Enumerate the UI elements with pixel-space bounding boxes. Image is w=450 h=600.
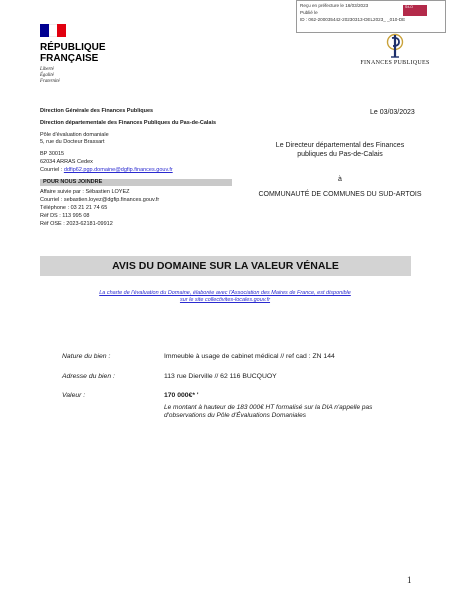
valeur-value: 170 000€* '	[164, 392, 199, 399]
flag-white	[49, 24, 58, 37]
sender-courriel	[40, 167, 232, 175]
document-date: Le 03/03/2023	[370, 109, 415, 116]
prefecture-stamp	[296, 0, 446, 33]
nature-value: Immeuble à usage de cabinet médical // ref cad : ZN 144	[164, 353, 335, 360]
sender-dgfip: Direction Générale des Finances Publiques	[40, 108, 154, 114]
sender-street: 5, rue du Docteur Brassart	[40, 139, 105, 146]
charte-line-1: La charte de l'évaluation du Domaine, élaborée avec l'Association des Maires de France, est disponible	[99, 290, 351, 296]
stamp-published: Publié le	[300, 10, 318, 15]
affaire-suivie: Affaire suivie par : Sébastien LOYEZ	[40, 189, 130, 196]
contact-telephone: Téléphone : 03 21 21 74 65	[40, 204, 108, 211]
contact-courriel: Courriel : sebastien.loyez@dgfip.finances.gouv.fr	[40, 197, 160, 204]
director-block	[240, 141, 440, 159]
motto-fraternite: Fraternité	[40, 79, 60, 84]
sender-ddfip: Direction départementale des Finances Publiques du Pas-de-Calais	[40, 119, 217, 126]
sender-courriel-link[interactable]: ddfip62.pgp.domaine@dgfip.finances.gouv.fr	[63, 166, 173, 173]
flag-red	[57, 24, 66, 37]
finances-publiques-logo	[345, 33, 445, 66]
charte-link[interactable]	[55, 290, 395, 304]
adresse-value: 113 rue Dierville // 62 116 BUCQUOY	[164, 373, 277, 380]
stamp-badge: S²LO	[403, 5, 427, 16]
finances-publiques-name: FINANCES PUBLIQUES	[360, 60, 430, 66]
finances-publiques-emblem-icon	[384, 33, 406, 59]
director-line-2: publiques du Pas-de-Calais	[297, 151, 383, 158]
motto	[40, 67, 110, 85]
republique-title-1: RÉPUBLIQUE	[40, 42, 106, 53]
sender-city: 62034 ARRAS Cedex	[40, 158, 93, 165]
recipient-prefix: à	[338, 176, 342, 183]
recipient-name: COMMUNAUTÉ DE COMMUNES DU SUD-ARTOIS	[258, 191, 422, 198]
ref-ose: Réf OSE : 2023-62181-09912	[40, 220, 113, 227]
motto-liberte: Liberté	[40, 67, 54, 72]
document-title: AVIS DU DOMAINE SUR LA VALEUR VÉNALE	[112, 260, 339, 272]
sender-bp: BP 30015	[40, 151, 65, 158]
charte-line-2: sur le site collectivites-locales.gouv.fr	[179, 297, 271, 303]
sender-pole: Pôle d'évaluation domaniale	[40, 131, 109, 138]
sender-block	[40, 108, 232, 228]
title-banner	[40, 256, 411, 276]
sender-courriel-label: Courriel :	[40, 166, 63, 173]
ref-ds: Réf DS : 113 995 08	[40, 212, 90, 219]
adresse-label: Adresse du bien :	[62, 373, 115, 380]
republique-title-2: FRANÇAISE	[40, 53, 99, 64]
valeur-note: Le montant à hauteur de 183 000€ HT formalisé sur la DIA n'appelle pas d'observations du Pôle d'Évaluations Domaniales	[164, 404, 373, 419]
flag-blue	[40, 24, 49, 37]
valeur-label: Valeur :	[62, 392, 86, 399]
flag-icon	[40, 24, 66, 37]
director-line-1: Le Directeur départemental des Finances	[275, 142, 405, 149]
stamp-received: Reçu en préfecture le 16/03/2023	[300, 3, 369, 8]
nature-label: Nature du bien :	[62, 353, 111, 360]
republique-francaise-logo	[40, 24, 110, 85]
page-number: 1	[407, 575, 412, 585]
motto-egalite: Égalité	[40, 73, 54, 78]
pour-nous-joindre-header: POUR NOUS JOINDRE	[40, 179, 232, 187]
stamp-id: ID : 062-200035442-20230313-DEL2023_ _010-DE	[300, 17, 406, 22]
